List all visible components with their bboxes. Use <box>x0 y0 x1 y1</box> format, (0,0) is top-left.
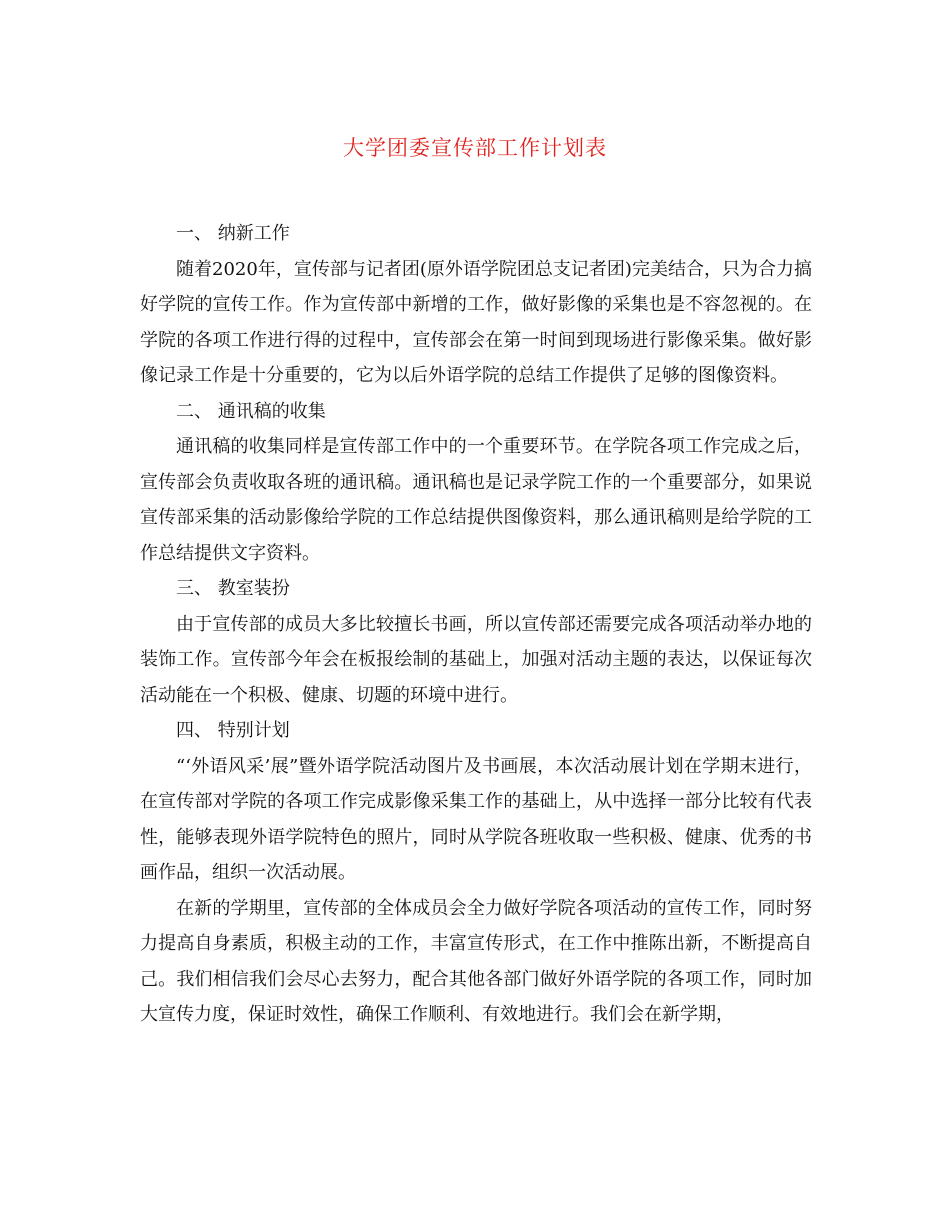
section-heading-news-collection: 二、 通讯稿的收集 <box>176 400 326 422</box>
section-heading-special-plan: 四、 特别计划 <box>176 720 290 741</box>
paragraph-recruitment: 随着2020年，宣传部与记者团(原外语学院团总支记者团)完美结合，只为合力搞好学院的宣传工作。作为宣传部中新增的工作，做好影像的采集也是不容忽视的。在学院的各项工作进行得的过程中，宣传部会在第一时间到现场进行影像采集。做好影像记录工作是十分重要的，它为以后外语学院的总结工作提供了足够的图像资料。 <box>140 258 812 386</box>
document-body <box>140 216 812 1033</box>
paragraph-classroom-decoration: 由于宣传部的成员大多比较擅长书画，所以宣传部还需要完成各项活动举办地的装饰工作。宣传部今年会在板报绘制的基础上，加强对活动主题的表达，以保证每次活动能在一个积极、健康、切题的环境中进行。 <box>140 613 812 706</box>
paragraph-closing: 在新的学期里，宣传部的全体成员会全力做好学院各项活动的宣传工作，同时努力提高自身素质，积极主动的工作，丰富宣传形式，在工作中推陈出新，不断提高自己。我们相信我们会尽心去努力，配合其他各部门做好外语学院的各项工作，同时加大宣传力度，保证时效性，确保工作顺利、有效地进行。我们会在新学期， <box>140 897 812 1025</box>
section-heading-classroom-decoration: 三、 教室装扮 <box>176 578 290 599</box>
paragraph-news-collection: 通讯稿的收集同样是宣传部工作中的一个重要环节。在学院各项工作完成之后，宣传部会负责收取各班的通讯稿。通讯稿也是记录学院工作的一个重要部分，如果说宣传部采集的活动影像给学院的工作总结提供图像资料，那么通讯稿则是给学院的工作总结提供文字资料。 <box>140 436 812 564</box>
document-title: 大学团委宣传部工作计划表 <box>343 136 607 160</box>
paragraph-special-plan: “‘外语风采’展”暨外语学院活动图片及书画展，本次活动展计划在学期末进行，在宣传部对学院的各项工作完成影像采集工作的基础上，从中选择一部分比较有代表性，能够表现外语学院特色的照片，同时从学院各班收取一些积极、健康、优秀的书画作品，组织一次活动展。 <box>140 755 812 883</box>
section-heading-recruitment: 一、 纳新工作 <box>176 223 290 244</box>
